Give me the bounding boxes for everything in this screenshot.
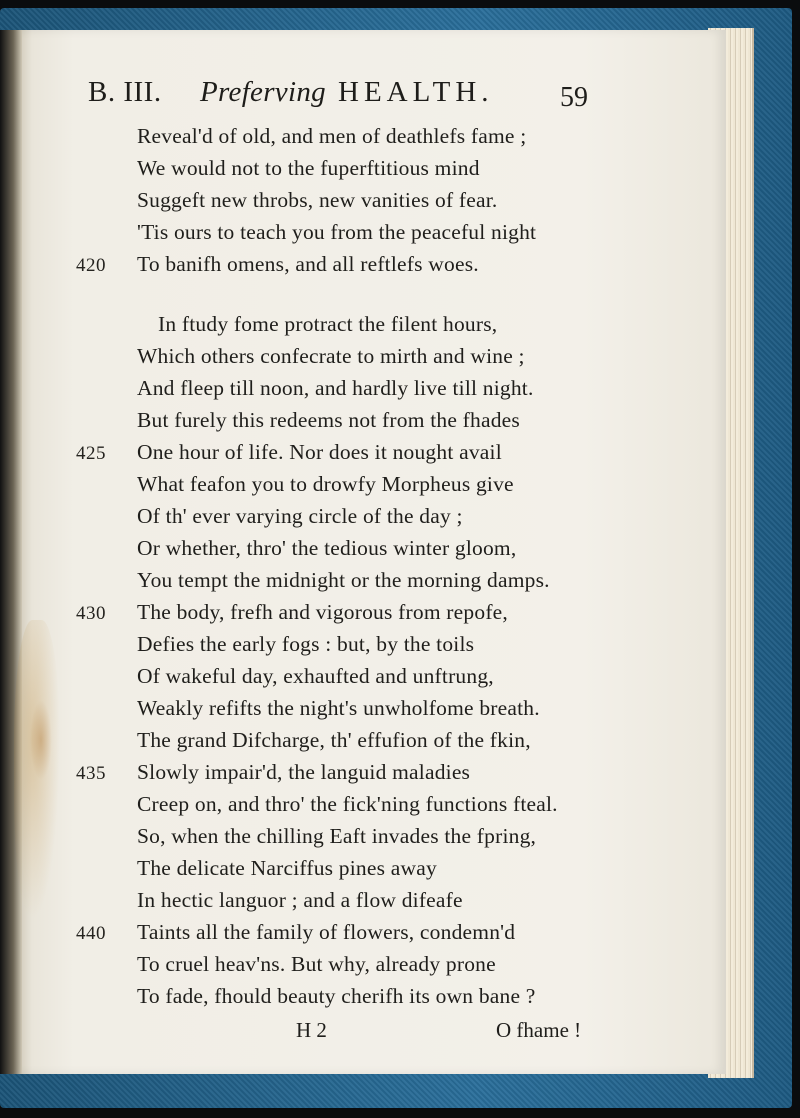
verse-line: Suggeft new throbs, new vanities of fear. [137, 188, 498, 212]
page-number: 59 [560, 82, 588, 113]
verse-line: Weakly refifts the night's unwholfome breath. [137, 696, 540, 720]
verse-line: Or whether, thro' the tedious winter gloom, [137, 536, 517, 560]
line-number: 430 [76, 603, 106, 624]
verse-line: Creep on, and thro' the fick'ning functions fteal. [137, 792, 558, 816]
verse-line: Which others confecrate to mirth and wine ; [137, 344, 525, 368]
running-title-italic: Preferving [200, 76, 326, 108]
running-title-caps: HEALTH. [338, 76, 494, 108]
verse-line: What feafon you to drowfy Morpheus give [137, 472, 514, 496]
verse-line: One hour of life. Nor does it nought avail [137, 440, 502, 464]
signature-mark: H 2 [296, 1018, 327, 1042]
verse-line: The delicate Narciffus pines away [137, 856, 437, 880]
verse-line: To fade, fhould beauty cherifh its own bane ? [137, 984, 536, 1008]
line-number: 435 [76, 763, 106, 784]
verse-line: Of th' ever varying circle of the day ; [137, 504, 463, 528]
book-section: B. III. [88, 76, 162, 108]
verse-line: 'Tis ours to teach you from the peaceful night [137, 220, 537, 244]
verse-line: Taints all the family of flowers, condemn'd [137, 920, 516, 944]
verse-line: You tempt the midnight or the morning damps. [137, 568, 550, 592]
verse-line: To banifh omens, and all reftlefs woes. [137, 252, 479, 276]
verse-line: In hectic languor ; and a flow difeafe [137, 888, 463, 912]
verse-line: And fleep till noon, and hardly live till night. [137, 376, 534, 400]
verse-line: We would not to the fuperftitious mind [137, 156, 480, 180]
verse-line: Of wakeful day, exhaufted and unftrung, [137, 664, 494, 688]
verse-line: To cruel heav'ns. But why, already prone [137, 952, 496, 976]
line-number: 420 [76, 255, 106, 276]
verse-line: Defies the early fogs : but, by the toils [137, 632, 475, 656]
verse-line: In ftudy fome protract the filent hours, [158, 312, 498, 336]
verse-line: The body, frefh and vigorous from repofe, [137, 600, 508, 624]
line-number: 440 [76, 923, 106, 944]
line-number: 425 [76, 443, 106, 464]
catchword: O fhame ! [496, 1018, 582, 1042]
verse-line: Slowly impair'd, the languid maladies [137, 760, 471, 784]
verse-line: The grand Difcharge, th' effufion of the fkin, [137, 728, 531, 752]
verse-line: Reveal'd of old, and men of deathlefs fame ; [137, 124, 527, 148]
verse-line: So, when the chilling Eaft invades the fpring, [137, 824, 537, 848]
verse-line: But furely this redeems not from the fhades [137, 408, 520, 432]
